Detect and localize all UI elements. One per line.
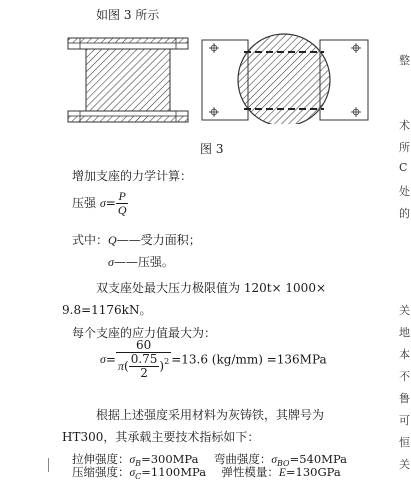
stress-result: =13.6 (kg/mm) =136MPa bbox=[171, 352, 327, 367]
compress-label: 压缩强度： bbox=[72, 465, 130, 479]
bending-subscript: BO bbox=[277, 459, 290, 468]
figure-caption: 图 3 bbox=[200, 142, 224, 156]
material-line-1: 根据上述强度采用材料为灰铸铁，其牌号为 bbox=[96, 408, 325, 422]
stress-exponent: 2 bbox=[164, 357, 170, 366]
bolt-hole-bottom-left bbox=[209, 107, 219, 117]
compress-value: =1100MPa bbox=[141, 465, 207, 479]
right-margin-char-2: 所 bbox=[399, 141, 410, 154]
pressure-fraction bbox=[116, 190, 129, 217]
intro-text: 如图 3 所示 bbox=[96, 8, 160, 22]
bending-label: 弯曲强度： bbox=[213, 452, 272, 466]
elevation-view bbox=[68, 38, 188, 122]
where-q-dash: —— bbox=[116, 233, 141, 247]
stress-numerator: 60 bbox=[116, 339, 171, 353]
margin-tick bbox=[48, 458, 49, 472]
modulus-value: =130GPa bbox=[285, 465, 341, 479]
stress-formula bbox=[100, 339, 327, 391]
pressure-formula bbox=[72, 190, 128, 217]
max-pressure-line-2: 9.8=1176kN。 bbox=[62, 303, 152, 317]
pressure-label: 压强 bbox=[72, 196, 100, 210]
where-q-symbol: Q bbox=[108, 233, 117, 247]
where-q-text: 受力面积； bbox=[140, 233, 201, 247]
compress-subscript: C bbox=[135, 472, 142, 481]
tensile-subscript: B bbox=[135, 459, 142, 468]
right-margin-char-9: 不 bbox=[399, 370, 410, 383]
bolt-hole-top-left bbox=[209, 43, 219, 53]
right-margin-char-3: C bbox=[399, 161, 408, 174]
right-margin-char-8: 本 bbox=[399, 348, 410, 361]
pressure-denominator: Q bbox=[117, 203, 127, 217]
compress-symbol: σ bbox=[129, 467, 136, 479]
stress-paren-close: ) bbox=[159, 359, 165, 373]
tensile-symbol: σ bbox=[129, 454, 136, 466]
stress-paren-open: ( bbox=[124, 359, 129, 373]
modulus-symbol: E bbox=[278, 467, 286, 479]
bending-symbol: σ bbox=[271, 454, 277, 466]
stress-pi: π bbox=[117, 359, 124, 373]
stress-fraction bbox=[116, 339, 171, 380]
stress-denominator bbox=[116, 353, 171, 380]
right-margin-char-11: 可 bbox=[399, 414, 410, 427]
plan-view bbox=[202, 34, 368, 124]
right-margin-char-1: 术 bbox=[399, 119, 410, 132]
right-margin-char-5: 的 bbox=[399, 207, 410, 220]
stress-sigma: σ bbox=[100, 352, 106, 366]
right-margin-char-10: 鲁 bbox=[399, 392, 410, 405]
where-line-sigma bbox=[108, 253, 174, 270]
bending-value: =540MPa bbox=[289, 452, 348, 466]
where-sigma-text: 压强。 bbox=[137, 255, 174, 269]
stress-eq: = bbox=[105, 352, 116, 367]
where-sigma-symbol: σ bbox=[108, 255, 114, 269]
right-margin-char-13: 关 bbox=[399, 458, 410, 471]
where-line-q bbox=[72, 231, 201, 248]
stress-intro: 每个支座的应力值最大为： bbox=[72, 326, 217, 340]
pressure-sigma: σ bbox=[99, 196, 106, 210]
right-margin-char-7: 地 bbox=[399, 326, 410, 339]
right-margin-char-0: 整 bbox=[399, 54, 410, 67]
modulus-label: 弹性模量： bbox=[221, 465, 279, 479]
right-margin-char-4: 处 bbox=[399, 185, 410, 198]
section-title: 增加支座的力学计算： bbox=[72, 169, 193, 183]
material-line-2: HT300，其承载主要技术指标如下： bbox=[62, 430, 260, 444]
pressure-eq: = bbox=[105, 196, 116, 210]
stress-inner-denominator: 2 bbox=[140, 366, 148, 380]
stress-inner-fraction bbox=[129, 353, 160, 380]
pressure-numerator: P bbox=[116, 190, 129, 204]
bolt-hole-bottom-right bbox=[351, 107, 361, 117]
bolt-hole-top-right bbox=[351, 43, 361, 53]
where-sigma-dash: —— bbox=[113, 255, 138, 269]
tensile-label: 拉伸强度： bbox=[72, 452, 130, 466]
figure-3-drawing bbox=[62, 32, 382, 124]
stress-inner-numerator: 0.75 bbox=[130, 352, 158, 366]
tensile-value: =300MPa bbox=[141, 452, 199, 466]
where-prefix: 式中： bbox=[72, 233, 109, 247]
right-margin-char-12: 恒 bbox=[399, 436, 410, 449]
spec-row-2 bbox=[72, 464, 341, 481]
right-margin-char-6: 关 bbox=[399, 304, 410, 317]
max-pressure-line-1: 双支座处最大压力极限值为 120t× 1000× bbox=[96, 281, 327, 295]
